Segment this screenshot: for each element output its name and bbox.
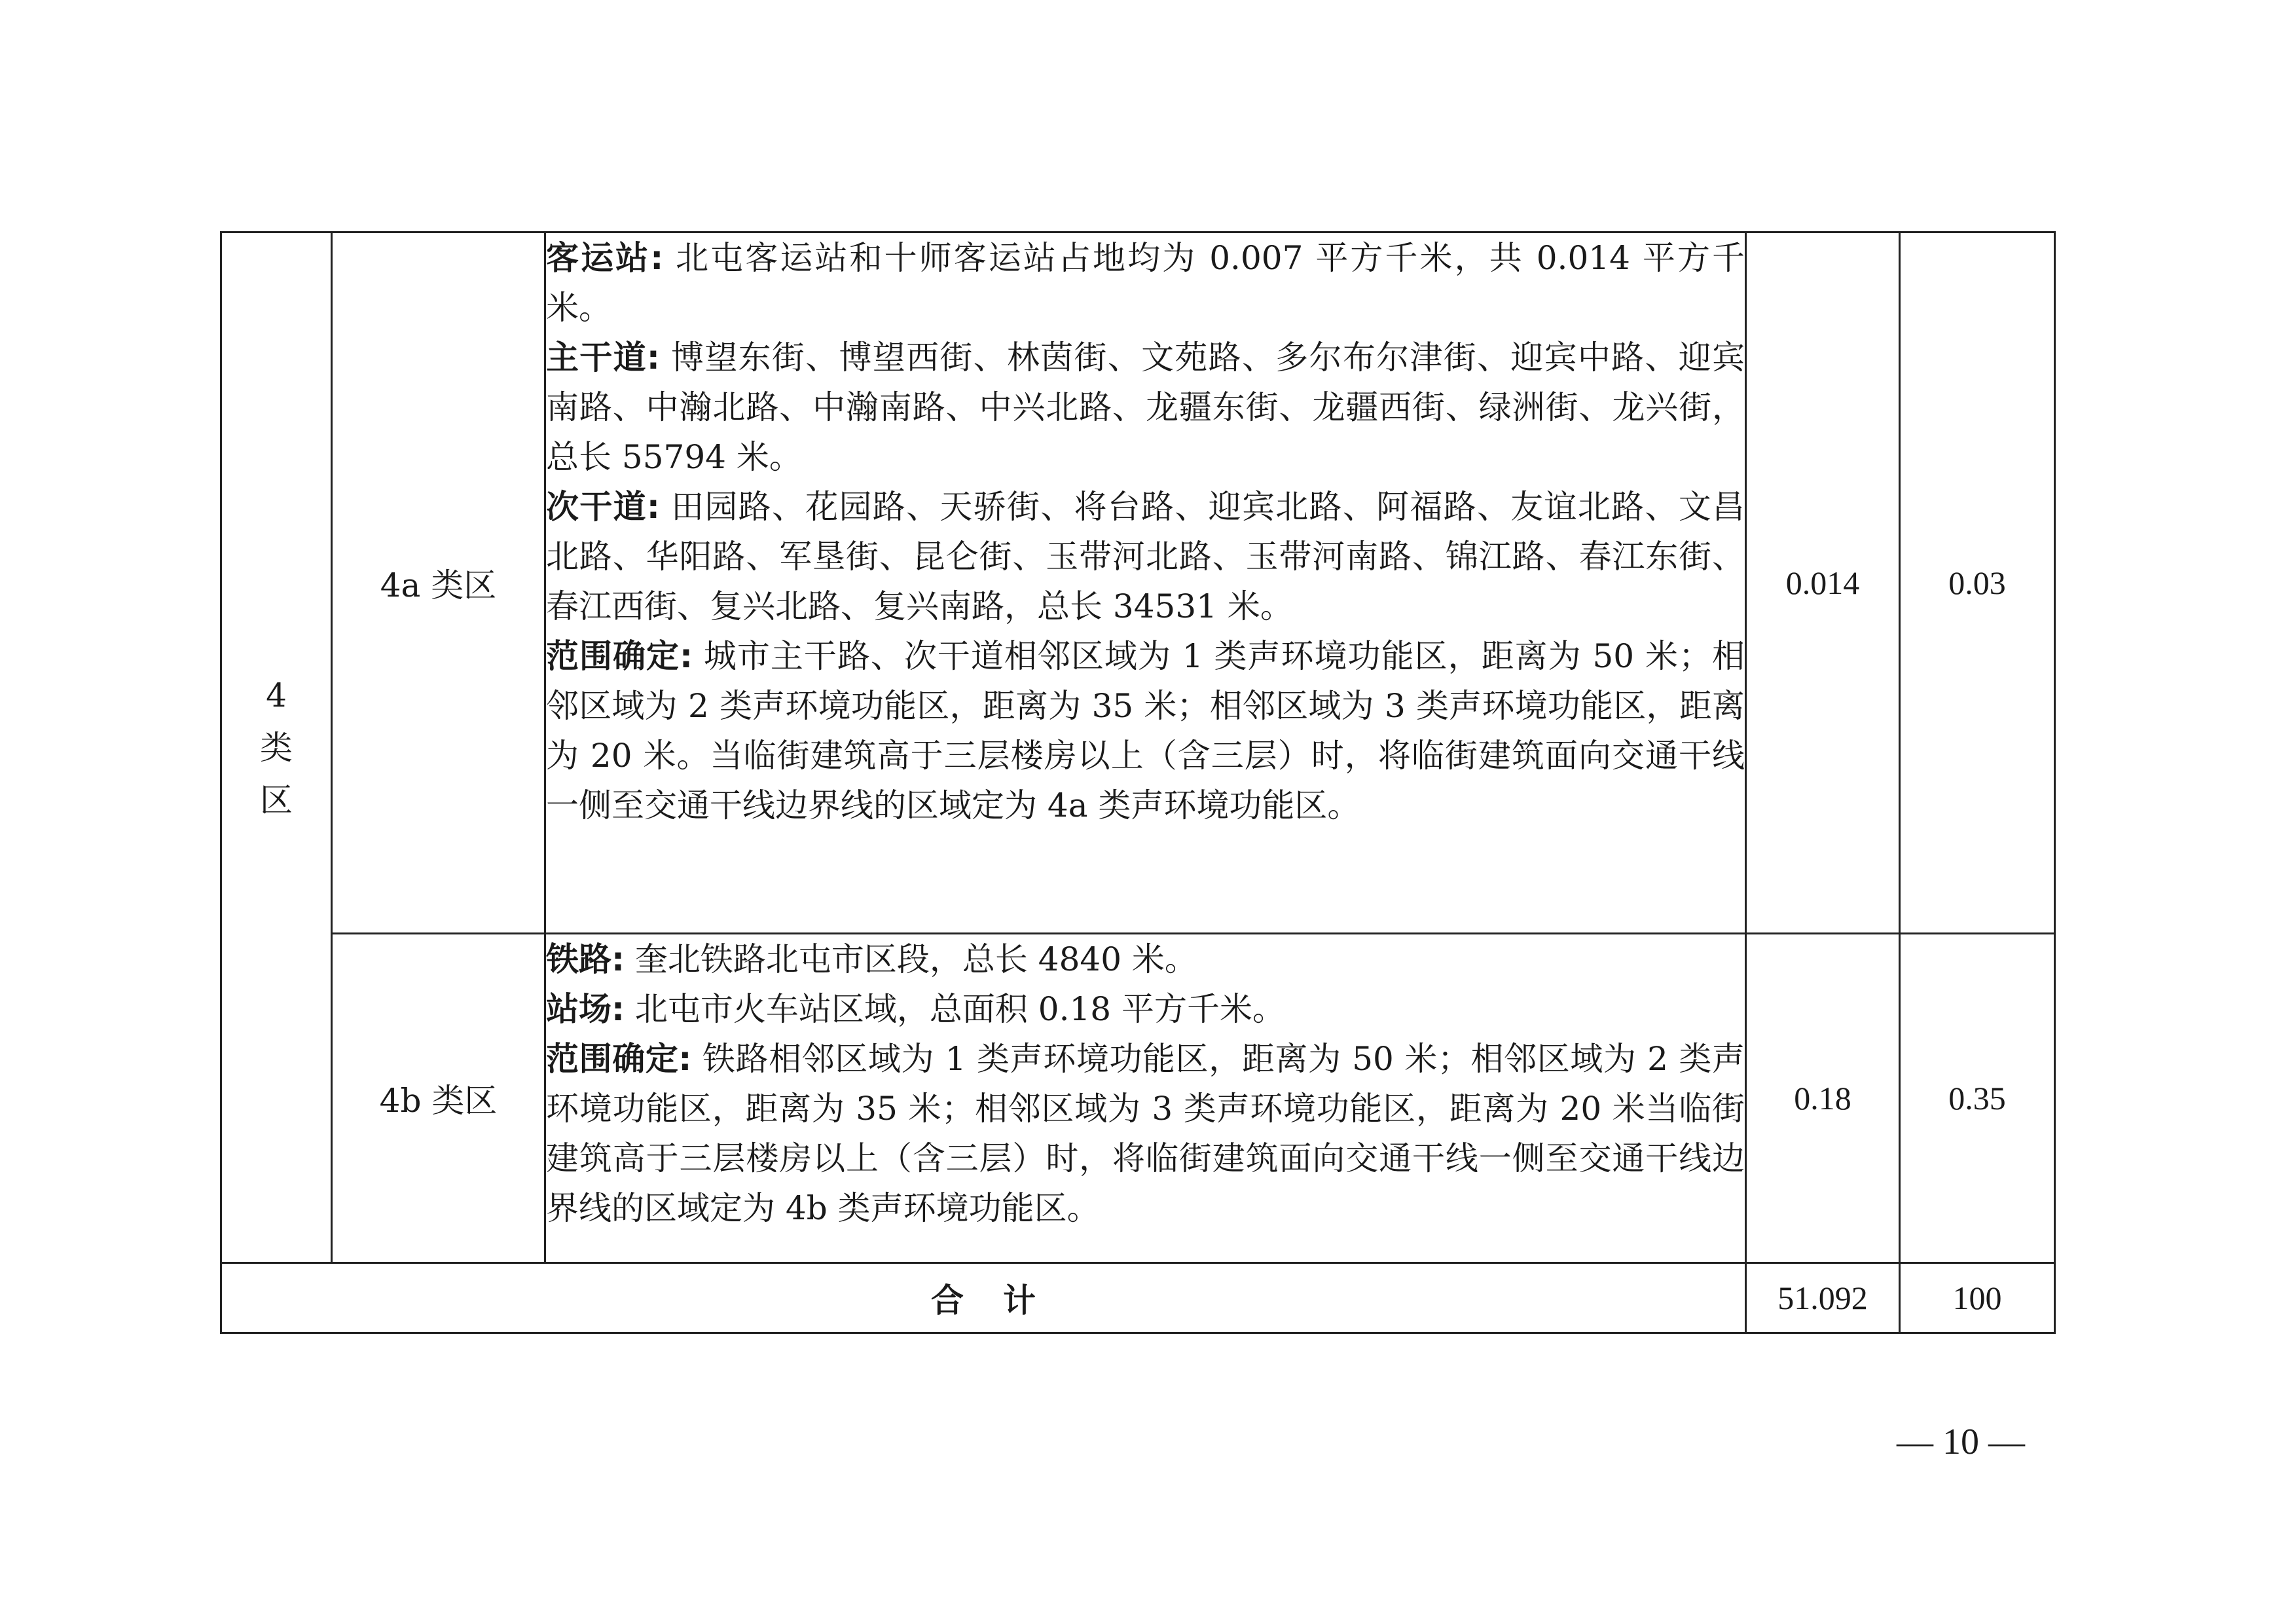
- paragraph-term: 铁路:: [546, 940, 625, 978]
- area-cell-4a: [1746, 232, 1900, 934]
- category-cell: [221, 232, 332, 1263]
- total-percent-value: 100: [1952, 1280, 2002, 1316]
- paragraph-text: 北屯客运站和十师客运站占地均为 0.007 平方千米，共 0.014 平方千米。: [546, 239, 1745, 327]
- paragraph-term: 次干道:: [546, 488, 660, 526]
- percent-cell-4a: [1900, 232, 2055, 934]
- zone-table: [220, 231, 2056, 1334]
- subcategory-label: 4b 类区: [379, 1082, 498, 1120]
- category-label: [260, 669, 293, 826]
- paragraph-term: 范围确定:: [546, 637, 693, 675]
- subcategory-cell-4b: [332, 934, 545, 1263]
- subcategory-label: 4a 类区: [380, 566, 497, 604]
- paragraph-text: 铁路相邻区域为 1 类声环境功能区，距离为 50 米；相邻区域为 2 类声环境功能区，距离为 35 米；相邻区域为 3 类声环境功能区，距离为 20 米当临街建筑高于三层楼房以上（含三层）时，将临街建筑面向交通干线一侧至交通干线边界线的区域定为 4b 类声环境功能区。: [546, 1040, 1745, 1227]
- page-number: — 10 —: [1897, 1422, 2025, 1462]
- paragraph-text: 奎北铁路北屯市区段，总长 4840 米。: [625, 940, 1197, 978]
- paragraph-text: 博望东街、博望西街、林茵街、文苑路、多尔布尔津街、迎宾中路、迎宾南路、中瀚北路、中瀚南路、中兴北路、龙疆东街、龙疆西街、绿洲街、龙兴街，总长 55794 米。: [546, 339, 1745, 476]
- total-label-cell: [221, 1263, 1746, 1333]
- paragraph-text: 北屯市火车站区域，总面积 0.18 平方千米。: [625, 990, 1286, 1028]
- paragraph-text: 田园路、花园路、天骄街、将台路、迎宾北路、阿福路、友谊北路、文昌北路、华阳路、军垦街、昆仑街、玉带河北路、玉带河南路、锦江路、春江东街、春江西街、复兴北路、复兴南路，总长 34531 米。: [546, 488, 1745, 625]
- description-paragraph: [546, 1034, 1745, 1233]
- table-row-4b: [221, 934, 2055, 1263]
- area-value: 0.18: [1794, 1080, 1851, 1116]
- paragraph-term: 主干道:: [546, 339, 660, 377]
- description-paragraph: [546, 233, 1745, 333]
- category-label-line: 类: [260, 728, 293, 767]
- category-label-line: 4: [266, 676, 287, 714]
- paragraph-term: 客运站:: [546, 239, 664, 277]
- total-percent-cell: [1900, 1263, 2055, 1333]
- category-label-line: 区: [260, 781, 293, 819]
- table-row-total: [221, 1263, 2055, 1333]
- total-label: 合计: [931, 1282, 1075, 1320]
- percent-value: 0.03: [1948, 564, 2006, 601]
- description-paragraph: [546, 934, 1745, 984]
- description-paragraph: [546, 984, 1745, 1034]
- description-paragraph: [546, 482, 1745, 631]
- table-row-4a: [221, 232, 2055, 934]
- paragraph-text: 城市主干路、次干道相邻区域为 1 类声环境功能区，距离为 50 米；相邻区域为 2 类声环境功能区，距离为 35 米；相邻区域为 3 类声环境功能区，距离为 20 米。当临街建筑高于三层楼房以上（含三层）时，将临街建筑面向交通干线一侧至交通干线边界线的区域定为 4a 类声环境功能区。: [546, 637, 1745, 824]
- paragraph-term: 站场:: [546, 990, 625, 1028]
- paragraph-term: 范围确定:: [546, 1040, 692, 1078]
- total-area-cell: [1746, 1263, 1900, 1333]
- percent-cell-4b: [1900, 934, 2055, 1263]
- area-value: 0.014: [1785, 564, 1860, 601]
- description-cell-4b: [545, 934, 1746, 1263]
- description-cell-4a: [545, 232, 1746, 934]
- description-paragraph: [546, 631, 1745, 830]
- area-cell-4b: [1746, 934, 1900, 1263]
- total-area-value: 51.092: [1777, 1280, 1868, 1316]
- subcategory-cell-4a: [332, 232, 545, 934]
- description-paragraph: [546, 333, 1745, 482]
- percent-value: 0.35: [1948, 1080, 2006, 1116]
